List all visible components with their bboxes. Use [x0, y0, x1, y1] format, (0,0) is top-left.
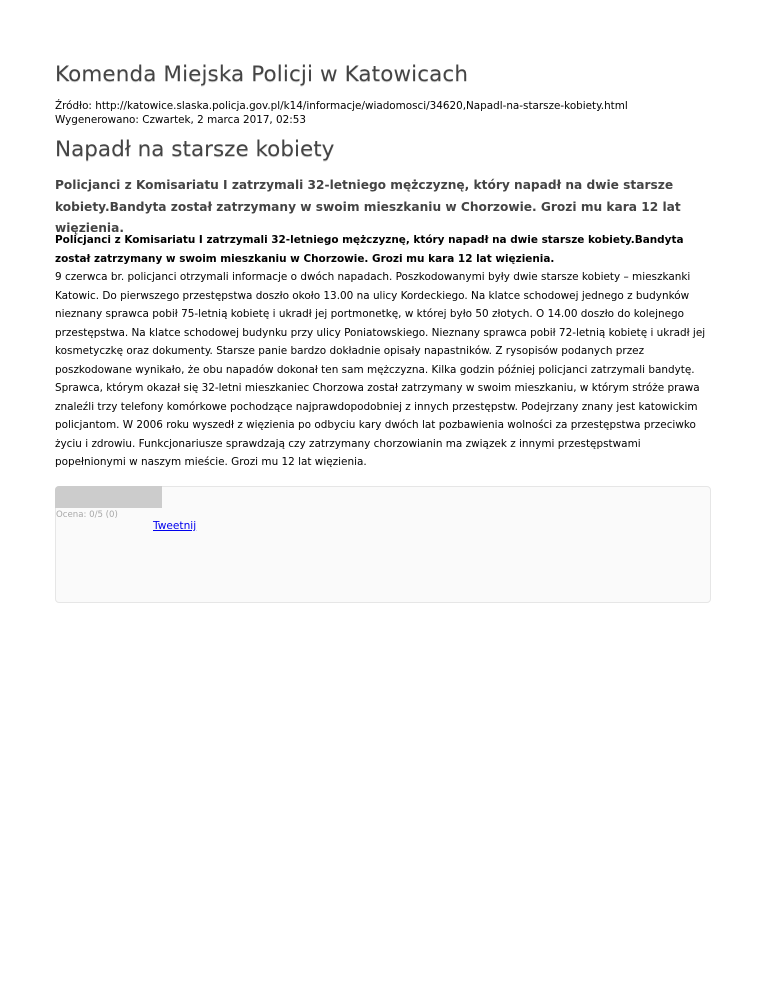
rating-label: Ocena: 0/5 (0): [56, 510, 118, 520]
article-intro: Policjanci z Komisariatu I zatrzymali 32-letniego mężczyznę, który napadł na dwie starsze kobiety.Bandyta został zatrzymany w swoim mieszkaniu w Chorzowie. Grozi mu kara 12 lat więzienia.: [55, 234, 684, 265]
article-title: Napadł na starsze kobiety: [55, 137, 335, 162]
print-meta: [55, 99, 628, 127]
article-body: [55, 231, 713, 472]
generated-date: Wygenerowano: Czwartek, 2 marca 2017, 02:53: [55, 114, 306, 126]
site-title: Komenda Miejska Policji w Katowicach: [55, 62, 469, 87]
article-lead: Policjanci z Komisariatu I zatrzymali 32-letniego mężczyznę, który napadł na dwie starsze kobiety.Bandyta został zatrzymany w swoim mieszkaniu w Chorzowie. Grozi mu kara 12 lat więzienia.: [55, 178, 681, 235]
tweet-link[interactable]: Tweetnij: [153, 520, 197, 532]
article-content: 9 czerwca br. policjanci otrzymali informacje o dwóch napadach. Poszkodowanymi były dwie starsze kobiety – mieszkanki Katowic. Do pierwszego przestępstwa doszło około 13.00 na ulicy Kordeckiego. Na klatce schodowej jednego z budynków nieznany sprawca pobił 75-letnią kobietę i ukradł jej portmonetkę, w której było 50 złotych. O 14.00 doszło do kolejnego przestępstwa. Na klatce schodowej budynku przy ulicy Poniatowskiego. Nieznany sprawca pobił 72-letnią kobietę i ukradł jej kosmetyczkę oraz dokumenty. Starsze panie bardzo dokładnie opisały napastników. Z rysopisów podanych przez poszkodowane wynikało, że obu napadów dokonał ten sam mężczyzna. Kilka godzin później policjanci zatrzymali bandytę. Sprawca, którym okazał się 32-letni mieszkaniec Chorzowa został zatrzymany w swoim mieszkaniu, w którym stróże prawa znaleźli trzy telefony komórkowe pochodzące najprawdopodobniej z innych przestępstw. Podejrzany znany jest katowickim policjantom. W 2006 roku wyszedł z więzienia po odbyciu kary dwóch lat pozbawienia wolności za przestępstwa przeciwko życiu i zdrowiu. Funkcjonariusze sprawdzają czy zatrzymany chorzowianin ma związek z innymi przestępstwami popełnionymi w naszym mieście. Grozi mu 12 lat więzienia.: [55, 271, 706, 468]
source-url: Źródło: http://katowice.slaska.policja.gov.pl/k14/informacje/wiadomosci/34620,Napadl-na-starsze-kobiety.html: [55, 100, 628, 112]
rating-stars-widget[interactable]: [55, 486, 162, 508]
rating-panel: [55, 486, 711, 603]
